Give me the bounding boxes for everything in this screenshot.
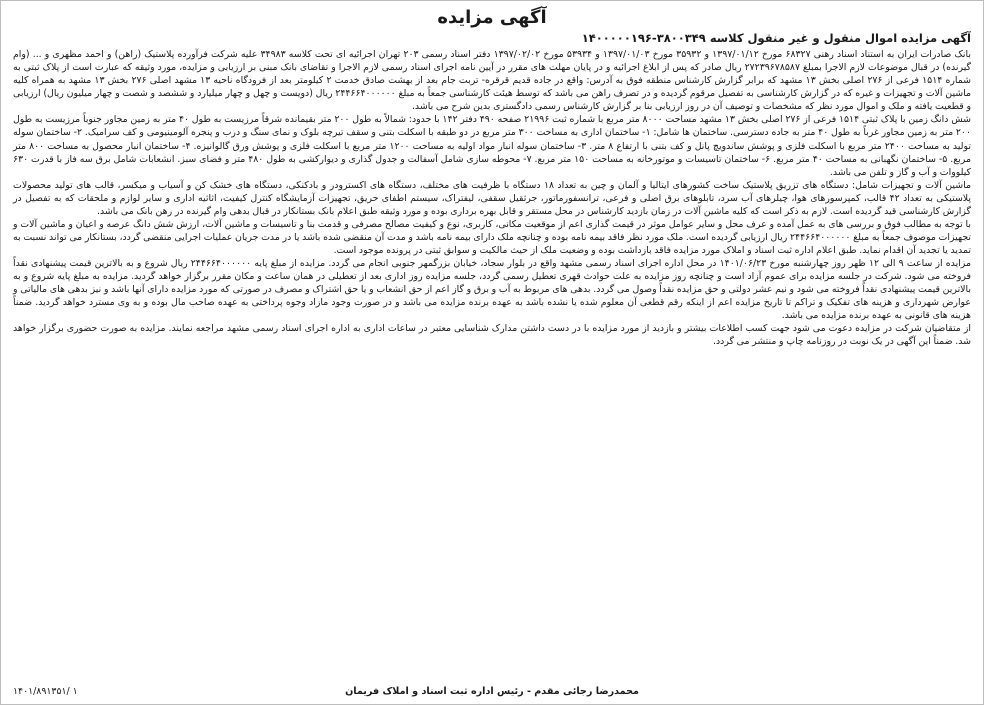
body-paragraph: شش دانگ زمین با پلاک ثبتی ۱۵۱۴ فرعی از ۲۷۶ اصلی بخش ۱۳ مشهد مساحت ۸۰۰۰ متر مربع با شماره ثبت ۲۱۹۹۶ صفحه ۴۹۰ دفتر ۱۴۲ با حدود: شمالاً به طول ۲۰۰ متر بقیمانده شرقاً مرزیست به طول ۴۰ متر به زمین مجاور جنوباً مرزیست به طول ۲۰۰ متر به زمین مجاور غرباً به طول ۴۰ متر به جاده دسترسی. ساختمان ها شامل: ۱- ساختمان اداری به مساحت ۳۰۰ متر مربع در دو طبقه با اسکلت بتنی و سقف تیرچه بلوک و نمای سنگ و درب و پنجره آلومینیومی و کف سرامیک. ۲- ساختمان سوله تولید به مساحت ۲۴۰۰ متر مربع با اسکلت فلزی و پوشش ساندویچ پانل و کف بتنی با ارتفاع ۸ متر. ۳- ساختمان سوله انبار مواد اولیه به مساحت ۱۲۰۰ متر مربع با اسکلت فلزی و پوشش ورق گالوانیزه. ۴- ساختمان انبار محصول به مساحت ۸۰۰ متر مربع. ۵- ساختمان نگهبانی به مساحت ۴۰ متر مربع. ۶- ساختمان تاسیسات و موتورخانه به مساحت ۱۵۰ متر مربع. ۷- محوطه سازی شامل آسفالت و جدول گذاری و دیوارکشی به طول ۴۸۰ متر و فضای سبز. انشعابات شامل برق سه فاز با قدرت ۶۳۰ کیلووات و آب و گاز و تلفن می باشد. [13,114,972,178]
notice-header [13,7,971,29]
notice-code: ۱۴۰۱/۸۹۱۳۵۱/ ۱ [13,686,78,697]
notice-body [13,48,971,348]
body-paragraph: از متقاضیان شرکت در مزایده دعوت می شود جهت کسب اطلاعات بیشتر و بازدید از مورد مزایده با در دست داشتن مدارک شناسایی معتبر در ساعات اداری به اداره اجرای اسناد رسمی مشهد مراجعه نمایند. مزایده به صورت حضوری برگزار خواهد شد. ضمناً این آگهی در یک نوبت در روزنامه چاپ و منتشر می گردد. [13,323,971,348]
body-paragraph: با توجه به مطالب فوق و بررسی های به عمل آمده و عرف محل و سایر عوامل موثر در قیمت گذاری اعم از موقعیت مکانی، کاربری، نوع و کیفیت مصالح مصرفی و قدمت بنا و تاسیسات و ماشین آلات، ارزش شش دانگ عرصه و اعیان و ماشین آلات و تجهیزات موصوف جمعاً به مبلغ ۲۴۴۶۶۴۰۰۰۰۰۰ ریال ارزیابی گردیده است. ملک مورد نظر فاقد بیمه نامه بوده و چنانچه ملک دارای بیمه نامه باشد و مدت آن منقضی شده باشد یا در مدت جریان عملیات اجرایی منقضی گردد، بستانکار می تواند نسبت به تمدید یا تجدید آن اقدام نماید. طبق اعلام اداره ثبت اسناد و املاک مورد مزایده فاقد بازداشت بوده و وضعیت ملک از حیث مالکیت و سوابق ثبتی در پرونده موجود است. [13,218,971,256]
body-paragraph: بانک صادرات ایران به استناد اسناد رهنی ۶۸۳۲۷ مورخ ۱۳۹۷/۰۱/۱۲ و ۳۵۹۳۲ مورخ ۱۳۹۷/۰۱/۰۳ و ۵۳۹۳۴ مورخ ۱۳۹۷/۰۲/۰۲ دفتر اسناد رسمی ۲۰۳ تهران اجرائیه ای تحت کلاسه ۳۴۹۸۳ علیه شرکت فرآورده پلاستیک (راهن) و احمد مظهری و ... (وام گیرنده) در قبال موضوعات لازم الاجرا بمبلغ ۲۷۲۳۹۶۷۸۵۸۷ ریال صادر که پس از ابلاغ اجرائیه و در پایان مهلت های مقرر در آیین نامه اجرای اسناد رسمی لازم الاجرا و تقاضای بانک مبنی بر ارزیابی و مزایده، مورد وثیقه که عبارت است از پلاک ثبتی به شماره ۱۵۱۴ فرعی از ۲۷۶ اصلی بخش ۱۳ مشهد که برابر گزارش کارشناس منطقه فوق به آدرس: واقع در جاده قدیم قرقره- تربت جام بعد از بهشت صادق خدمت ۲ کیلومتر بعد از فرودگاه ناحیه ۱۳ مشهد اصلی ۲۷۶ بخش ۱۳ مشهد به همراه کلیه ماشین آلات و تجهیزات و غیره که در گزارش کارشناسی به تفصیل مرقوم گردیده و در تصرف راهن می باشد که توسط هیئت کارشناسی جمعاً به مبلغ ۲۴۴۶۶۴۰۰۰۰۰۰ ریال (دویست و چهل و چهار میلیارد و ششصد و شصت و چهار میلیون ریال) ارزیابی و قطعیت یافته و ملک و اموال مورد نظر که مشخصات و توصیف آن در روز ارزیابی بنا بر گزارش کارشناس رسمی دادگستری بدین شرح می باشد. [13,49,972,113]
signature-line: محمدرضا رجائی مقدم - رئیس اداره ثبت اسناد و املاک فریمان [345,686,639,697]
notice-footer [13,686,971,698]
notice-subtitle: آگهی مزایده اموال منقول و غیر منقول کلاسه ۳۸۰۰۳۴۹-۱۴۰۰۰۰۰۱۹۶ [581,30,971,45]
notice-title: آگهی مزایده [437,7,547,28]
body-paragraph: مزایده از ساعت ۹ الی ۱۲ ظهر روز چهارشنبه مورخ ۱۴۰۱/۰۶/۲۳ در محل اداره اجرای اسناد رسمی مشهد واقع در بلوار سجاد، خیابان بزرگمهر جنوبی انجام می گردد. مزایده از مبلغ پایه ۲۴۴۶۶۴۰۰۰۰۰۰ ریال شروع و به بالاترین قیمت پیشنهادی نقداً فروخته می شود. شرکت در جلسه مزایده برای عموم آزاد است و چنانچه روز مزایده به علت حوادث قهری تعطیل رسمی گردد، جلسه مزایده روز اداری بعد از تعطیلی در همان ساعت و مکان مقرر برگزار خواهد گردید. مزایده به مبلغ پایه شروع و به بالاترین قیمت پیشنهادی نقداً فروخته می شود و نیم عشر دولتی و حق مزایده نقداً وصول می گردد. بدهی های مربوط به آب و برق و گاز اعم از حق انشعاب و یا حق اشتراک و مصرف در صورتی که مورد مزایده دارای آنها باشد و نیز بدهی های مالیاتی و عوارض شهرداری و هزینه های تفکیک و تراکم تا تاریخ مزایده اعم از اینکه رقم قطعی آن معلوم شده یا نشده باشد به عهده برنده مزایده می باشد و در صورت وجود مازاد وجوه پرداختی به عهده صاحب مال بوده و به وی مسترد خواهد گردید. ضمناً هزینه های قانونی به عهده برنده مزایده می باشد. [13,257,971,322]
body-paragraph: ماشین آلات و تجهیزات شامل: دستگاه های تزریق پلاستیک ساخت کشورهای ایتالیا و آلمان و چین به تعداد ۱۸ دستگاه با ظرفیت های مختلف، دستگاه های اکسترودر و بادکنکی، دستگاه های خشک کن و آسیاب و میکسر، قالب های تولید محصولات پلاستیکی به تعداد ۴۲ قالب، کمپرسورهای هوا، چیلرهای آب سرد، تابلوهای برق اصلی و فرعی، ترانسفورماتور، جرثقیل سقفی، لیفتراک، سیستم اطفای حریق، تجهیزات آزمایشگاه کنترل کیفیت، اثاثیه اداری و سایر لوازم و ملحقات که به تفصیل در گزارش کارشناسی قید گردیده است. لازم به ذکر است که کلیه ماشین آلات در زمان بازدید کارشناس در محل مستقر و قابل بهره برداری بوده و مورد وثیقه طبق اعلام بانک بستانکار در قبال بدهی وام گیرنده در رهن بانک می باشد. [13,179,972,217]
